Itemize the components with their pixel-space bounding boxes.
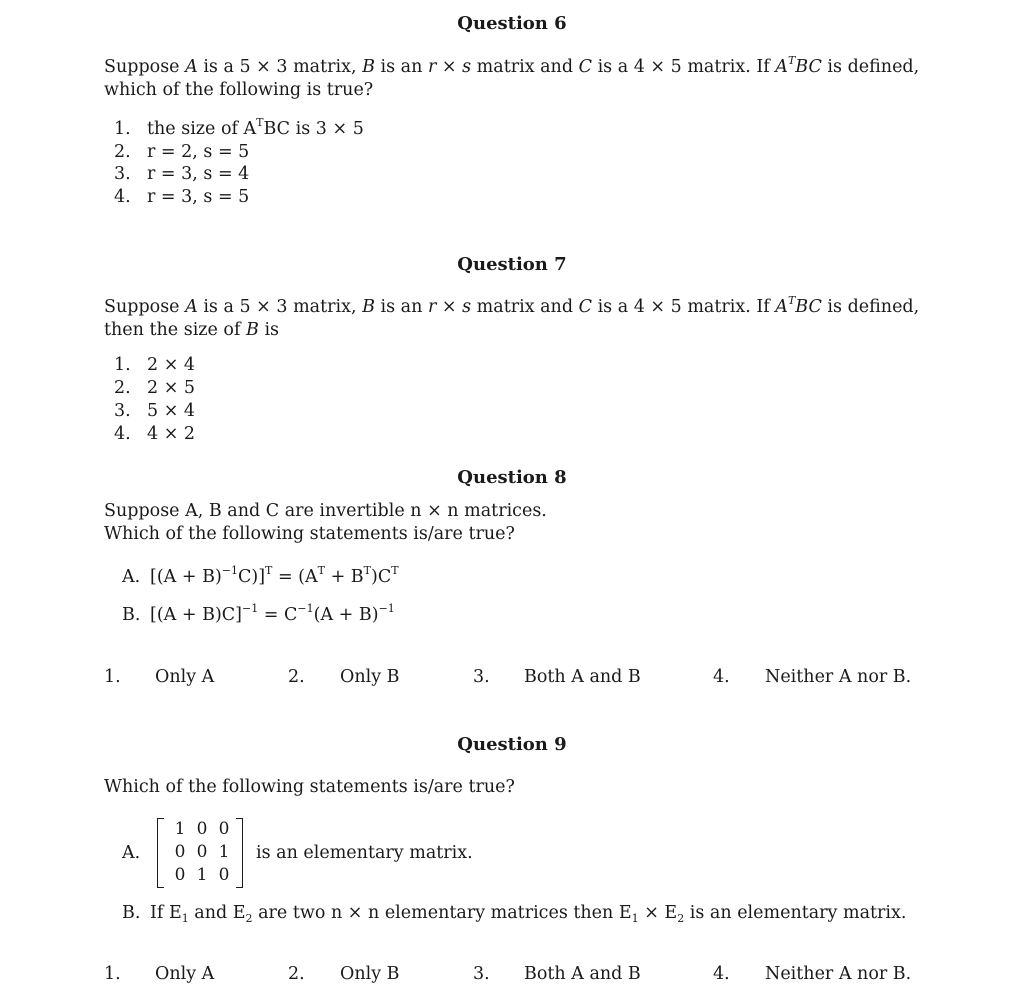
- q6-option-1: the size of $A^TBC$ is 3 × 5: [147, 116, 364, 139]
- q9-answer-3: Both A and B: [524, 964, 641, 984]
- q8-answer-4-number: 4.: [713, 667, 730, 687]
- matrix-left-bracket: [157, 818, 164, 888]
- q7-option-3: 5 × 4: [147, 401, 196, 421]
- question-7-heading: Question 7: [457, 254, 567, 275]
- matrix-cell: 0: [174, 842, 186, 862]
- matrix-cell: 1: [196, 865, 208, 885]
- q8-answer-2: Only B: [340, 667, 400, 687]
- q8-statement-b: $[(A + B)C]^{-1} = C^{-1}(A + B)^{-1}$: [150, 602, 395, 625]
- q8-statement-a-label: A.: [122, 567, 141, 587]
- q8-stem-line-1: Suppose A, B and C are invertible n × n matrices.: [104, 501, 547, 521]
- q7-option-4-number: 4.: [114, 424, 131, 444]
- question-8-heading: Question 8: [457, 467, 567, 488]
- q7-option-2: 2 × 5: [147, 378, 196, 398]
- q8-statement-b-label: B.: [122, 605, 141, 625]
- q6-option-3: r = 3, s = 4: [147, 164, 250, 184]
- q8-answer-4: Neither A nor B.: [765, 667, 912, 687]
- q9-answer-2-number: 2.: [288, 964, 305, 984]
- q6-option-4-number: 4.: [114, 187, 131, 207]
- q7-option-3-number: 3.: [114, 401, 131, 421]
- q6-option-4: r = 3, s = 5: [147, 187, 250, 207]
- question-9-heading: Question 9: [457, 734, 567, 755]
- q9-answer-4: Neither A nor B.: [765, 964, 912, 984]
- question-6-heading: Question 6: [457, 13, 567, 34]
- q6-option-3-number: 3.: [114, 164, 131, 184]
- question-6-stem: Suppose A is a 5 × 3 matrix, B is an r × s matrix and C is a 4 × 5 matrix. If $A^TBC$ is defined, which of the following is true?: [104, 54, 920, 100]
- q9-answer-1-number: 1.: [104, 964, 121, 984]
- q8-answer-3-number: 3.: [473, 667, 490, 687]
- matrix-cell: 0: [174, 865, 186, 885]
- q8-answer-1: Only A: [155, 667, 215, 687]
- q8-answer-2-number: 2.: [288, 667, 305, 687]
- q9-answer-2: Only B: [340, 964, 400, 984]
- matrix-cell: 0: [196, 819, 208, 839]
- q9-statement-b: If $E_1$ and $E_2$ are two n × n elementary matrices then $E_1 \times E_2$ is an elementary matrix.: [150, 903, 907, 925]
- q8-answer-1-number: 1.: [104, 667, 121, 687]
- q9-stem: Which of the following statements is/are true?: [104, 777, 515, 797]
- q9-answer-1: Only A: [155, 964, 215, 984]
- question-7-stem: Suppose A is a 5 × 3 matrix, B is an r × s matrix and C is a 4 × 5 matrix. If $A^TBC$ is defined, then the size of B is: [104, 294, 920, 340]
- q9-statement-b-label: B.: [122, 903, 141, 923]
- matrix-cell: 0: [196, 842, 208, 862]
- q7-option-4: 4 × 2: [147, 424, 196, 444]
- q7-option-1-number: 1.: [114, 355, 131, 375]
- q8-stem-line-2: Which of the following statements is/are true?: [104, 524, 515, 544]
- q6-option-1-number: 1.: [114, 119, 131, 139]
- q9-statement-a-text: is an elementary matrix.: [256, 843, 473, 863]
- matrix-right-bracket: [236, 818, 243, 888]
- q6-option-2: r = 2, s = 5: [147, 142, 250, 162]
- permutation-matrix: [157, 818, 243, 890]
- matrix-cell: 0: [218, 865, 230, 885]
- matrix-cell: 1: [174, 819, 186, 839]
- q9-answer-4-number: 4.: [713, 964, 730, 984]
- q8-answer-3: Both A and B: [524, 667, 641, 687]
- matrix-cell: 1: [218, 842, 230, 862]
- matrix-cell: 0: [218, 819, 230, 839]
- q9-statement-a-label: A.: [122, 843, 141, 863]
- q8-statement-a: $[(A + B)^{-1}C)]^T = (A^T + B^T)C^T$: [150, 564, 399, 587]
- q7-option-1: 2 × 4: [147, 355, 196, 375]
- q6-option-2-number: 2.: [114, 142, 131, 162]
- q9-answer-3-number: 3.: [473, 964, 490, 984]
- q7-option-2-number: 2.: [114, 378, 131, 398]
